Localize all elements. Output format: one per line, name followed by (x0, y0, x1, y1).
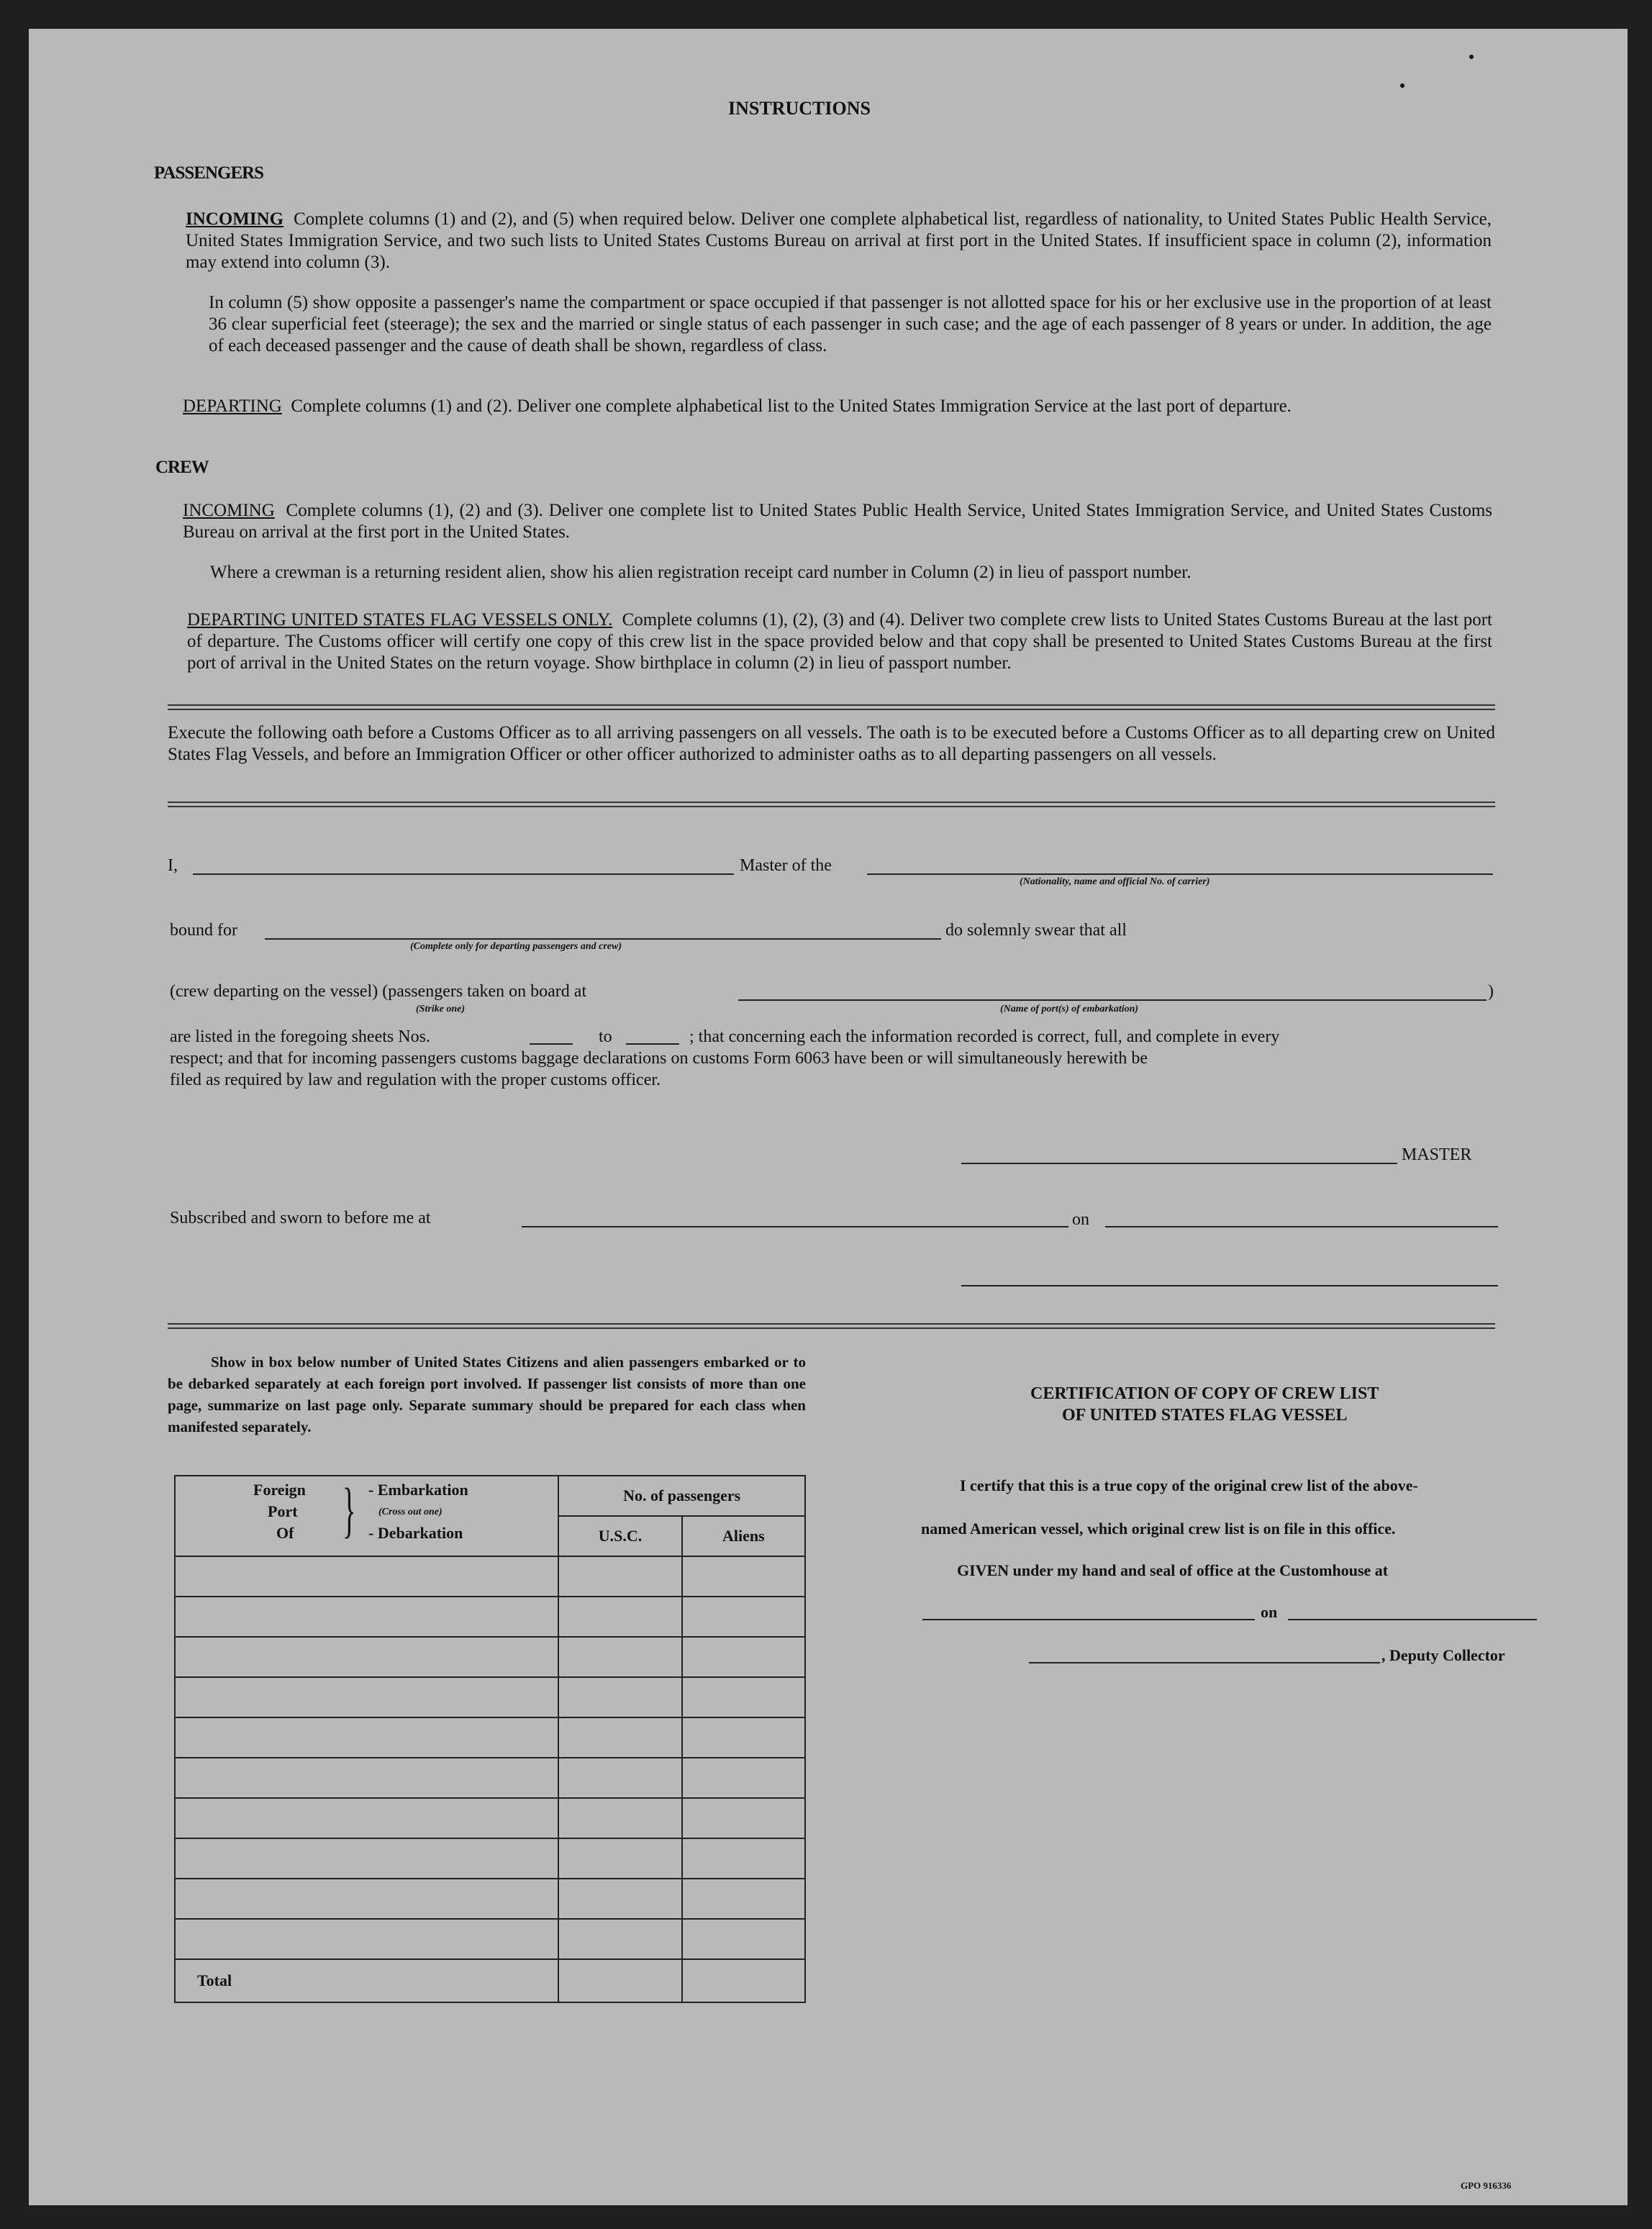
crew-heading: CREW (155, 458, 209, 477)
instructions-title: INSTRUCTIONS (728, 98, 871, 119)
foreign-label: Foreign (253, 1481, 306, 1499)
table-row[interactable] (175, 1919, 805, 1959)
port-cell[interactable] (175, 1597, 558, 1637)
gpo-number: GPO 916336 (1461, 2180, 1512, 2191)
ink-mark (1400, 83, 1404, 88)
bound-for-field[interactable] (265, 938, 941, 940)
table-row[interactable] (175, 1838, 805, 1879)
crew-incoming-label: INCOMING (183, 501, 275, 520)
embarkation-label: - Embarkation (368, 1481, 468, 1499)
crew-resident-alien-paragraph: Where a crewman is a returning resident alien, show his alien registration receipt card number in Column (2) in lieu of passport number. (210, 563, 1192, 582)
aliens-cell[interactable] (682, 1879, 805, 1919)
table-row[interactable] (175, 1798, 805, 1838)
cross-out-caption: (Cross out one) (378, 1507, 442, 1517)
usc-cell[interactable] (558, 1637, 681, 1677)
bound-for-caption: (Complete only for departing passengers and crew) (410, 941, 622, 952)
aliens-cell[interactable] (682, 1919, 805, 1959)
usc-cell[interactable] (558, 1758, 681, 1798)
passengers-incoming-label: INCOMING (186, 209, 284, 229)
table-row[interactable] (175, 1717, 805, 1758)
crew-departing-text: (crew departing on the vessel) (passengers taken on board at (170, 982, 587, 1001)
sheet-to-field[interactable] (626, 1043, 679, 1045)
port-label: Port (268, 1502, 298, 1520)
usc-cell[interactable] (558, 1556, 681, 1597)
listed-sheets-text-2: ; that concerning each the information recorded is correct, full, and complete in every (689, 1027, 1280, 1046)
aliens-cell[interactable] (682, 1677, 805, 1717)
crew-departing-paragraph (187, 609, 1492, 674)
total-aliens-cell[interactable] (682, 1959, 805, 2002)
subscribed-label: Subscribed and sworn to before me at (170, 1209, 431, 1227)
usc-header: U.S.C. (558, 1516, 681, 1556)
passengers-heading: PASSENGERS (154, 163, 264, 183)
table-row[interactable] (175, 1597, 805, 1637)
listed-sheets-text-3: respect; and that for incoming passengers customs baggage declarations on customs Form 6063 have been or will simultaneously herewith be (170, 1049, 1148, 1068)
divider (168, 704, 1495, 710)
embarkation-port-field[interactable] (738, 999, 1487, 1001)
port-cell[interactable] (175, 1879, 558, 1919)
crew-incoming-paragraph (183, 500, 1492, 543)
master-signature-field[interactable] (961, 1163, 1397, 1164)
port-cell[interactable] (175, 1677, 558, 1717)
passengers-incoming-text: Complete columns (1) and (2), and (5) when required below. Deliver one complete alphabetical list, regardless of nationality, to United States Public Health Service, United States Immigration Service, and two such lists to United States Customs Bureau on arrival at first port in the United States. If insufficient space in column (2), information may extend into column (3). (186, 209, 1492, 272)
port-cell[interactable] (175, 1717, 558, 1758)
aliens-cell[interactable] (682, 1637, 805, 1677)
listed-sheets-text-4: filed as required by law and regulation with the proper customs officer. (170, 1071, 661, 1089)
aliens-cell[interactable] (682, 1758, 805, 1798)
aliens-cell[interactable] (682, 1717, 805, 1758)
certification-line-2: named American vessel, which original crew list is on file in this office. (921, 1520, 1396, 1538)
passengers-departing-label: DEPARTING (183, 396, 282, 416)
usc-cell[interactable] (558, 1838, 681, 1879)
passengers-incoming-paragraph (186, 209, 1492, 273)
table-row[interactable] (175, 1677, 805, 1717)
oath-instruction: Execute the following oath before a Customs Officer as to all arriving passengers on all vessels. The oath is to be executed before a Customs Officer as to all departing crew on United States Flag Vessels, and before an Immigration Officer or other officer authorized to administer oaths as to all departing passengers on all vessels. (168, 723, 1495, 764)
table-row[interactable] (175, 1637, 805, 1677)
usc-cell[interactable] (558, 1919, 681, 1959)
passengers-departing-text: Complete columns (1) and (2). Deliver one complete alphabetical list to the United States Immigration Service at the last port of departure. (291, 396, 1292, 416)
usc-cell[interactable] (558, 1879, 681, 1919)
sworn-place-field[interactable] (522, 1226, 1068, 1227)
listed-sheets-text: are listed in the foregoing sheets Nos. (170, 1027, 430, 1046)
aliens-cell[interactable] (682, 1798, 805, 1838)
officer-signature-field[interactable] (961, 1285, 1498, 1286)
no-of-passengers-header: No. of passengers (558, 1476, 805, 1516)
passenger-summary-table (174, 1475, 806, 2003)
nationality-caption: (Nationality, name and official No. of carrier) (1020, 876, 1210, 887)
certification-line-3: GIVEN under my hand and seal of office at the Customhouse at (957, 1561, 1389, 1579)
certification-title-1: CERTIFICATION OF COPY OF CREW LIST (1030, 1384, 1379, 1403)
strike-one-caption: (Strike one) (416, 1004, 466, 1014)
usc-cell[interactable] (558, 1717, 681, 1758)
passengers-departing-paragraph (183, 396, 1492, 417)
passengers-column5-paragraph: In column (5) show opposite a passenger's name the compartment or space occupied if that passenger is not allotted space for his or her exclusive use in the proportion of at least 36 clear superficial feet (steerage); the sex and the married or single status of each passenger in such case; and the age of each passenger of 8 years or under. In addition, the age of each deceased passenger and the cause of death shall be shown, regardless of class. (209, 293, 1492, 355)
foreign-port-header (175, 1476, 558, 1556)
bound-for-label: bound for (170, 921, 237, 940)
total-usc-cell[interactable] (558, 1959, 681, 2002)
port-cell[interactable] (175, 1758, 558, 1798)
sworn-date-field[interactable] (1105, 1226, 1498, 1227)
certification-on-label: on (1261, 1603, 1278, 1621)
deputy-signature-field[interactable] (1029, 1662, 1380, 1663)
form-sheet (29, 29, 1628, 2205)
summary-instruction: Show in box below number of United States Citizens and alien passengers embarked or to be debarked separately at each foreign port involved. If passenger list consists of more than one page, summarize on last page only. Separate summary should be prepared for each class when manifested separately. (168, 1353, 806, 1435)
total-row[interactable] (175, 1959, 805, 2002)
port-cell[interactable] (175, 1637, 558, 1677)
total-label: Total (175, 1959, 558, 2002)
master-of-the-label: Master of the (740, 856, 832, 875)
port-cell[interactable] (175, 1838, 558, 1879)
deputy-collector-label: , Deputy Collector (1381, 1646, 1505, 1664)
port-cell[interactable] (175, 1556, 558, 1597)
aliens-cell[interactable] (682, 1556, 805, 1597)
port-cell[interactable] (175, 1919, 558, 1959)
aliens-cell[interactable] (682, 1597, 805, 1637)
master-label: MASTER (1402, 1145, 1472, 1164)
carrier-field[interactable] (867, 873, 1493, 875)
oath-i-label: I, (168, 856, 178, 875)
usc-cell[interactable] (558, 1798, 681, 1838)
aliens-cell[interactable] (682, 1838, 805, 1879)
swear-text: do solemnly swear that all (945, 921, 1127, 940)
table-row[interactable] (175, 1556, 805, 1597)
ink-mark (1469, 55, 1474, 59)
crew-departing-text: Complete columns (1), (2), (3) and (4). Deliver two complete crew lists to United States Customs Bureau at the last port of departure. The Customs officer will certify one copy of this crew list in the space provided below and that copy shall be presented to United States Customs Bureau at the first port of arrival in the United States on the return voyage. Show birthplace in column (2) in lieu of passport number. (187, 610, 1493, 673)
listed-to-label: to (599, 1027, 612, 1046)
sheet-from-field[interactable] (530, 1043, 573, 1045)
table-row[interactable] (175, 1879, 805, 1919)
certification-line-1: I certify that this is a true copy of the original crew list of the above- (960, 1476, 1418, 1494)
usc-cell[interactable] (558, 1597, 681, 1637)
aliens-header: Aliens (682, 1516, 805, 1556)
crew-departing-label: DEPARTING UNITED STATES FLAG VESSELS ONLY. (187, 610, 613, 630)
crew-incoming-text: Complete columns (1), (2) and (3). Deliver one complete list to United States Public Health Service, United States Immigration Service, and United States Customs Bureau on arrival at the first port in the United States. (183, 501, 1493, 542)
table-row[interactable] (175, 1758, 805, 1798)
certification-title-2: OF UNITED STATES FLAG VESSEL (1062, 1406, 1348, 1425)
usc-cell[interactable] (558, 1677, 681, 1717)
port-cell[interactable] (175, 1798, 558, 1838)
sworn-on-label: on (1072, 1210, 1089, 1229)
customhouse-field[interactable] (922, 1619, 1255, 1620)
port-caption: (Name of port(s) of embarkation) (1000, 1004, 1139, 1014)
debarkation-label: - Debarkation (368, 1524, 463, 1542)
certification-date-field[interactable] (1288, 1619, 1537, 1620)
divider (168, 802, 1495, 807)
master-name-field[interactable] (193, 873, 734, 875)
divider (168, 1323, 1495, 1329)
of-label: Of (276, 1524, 294, 1542)
close-paren: ) (1488, 982, 1494, 1001)
brace-icon: } (342, 1475, 356, 1544)
